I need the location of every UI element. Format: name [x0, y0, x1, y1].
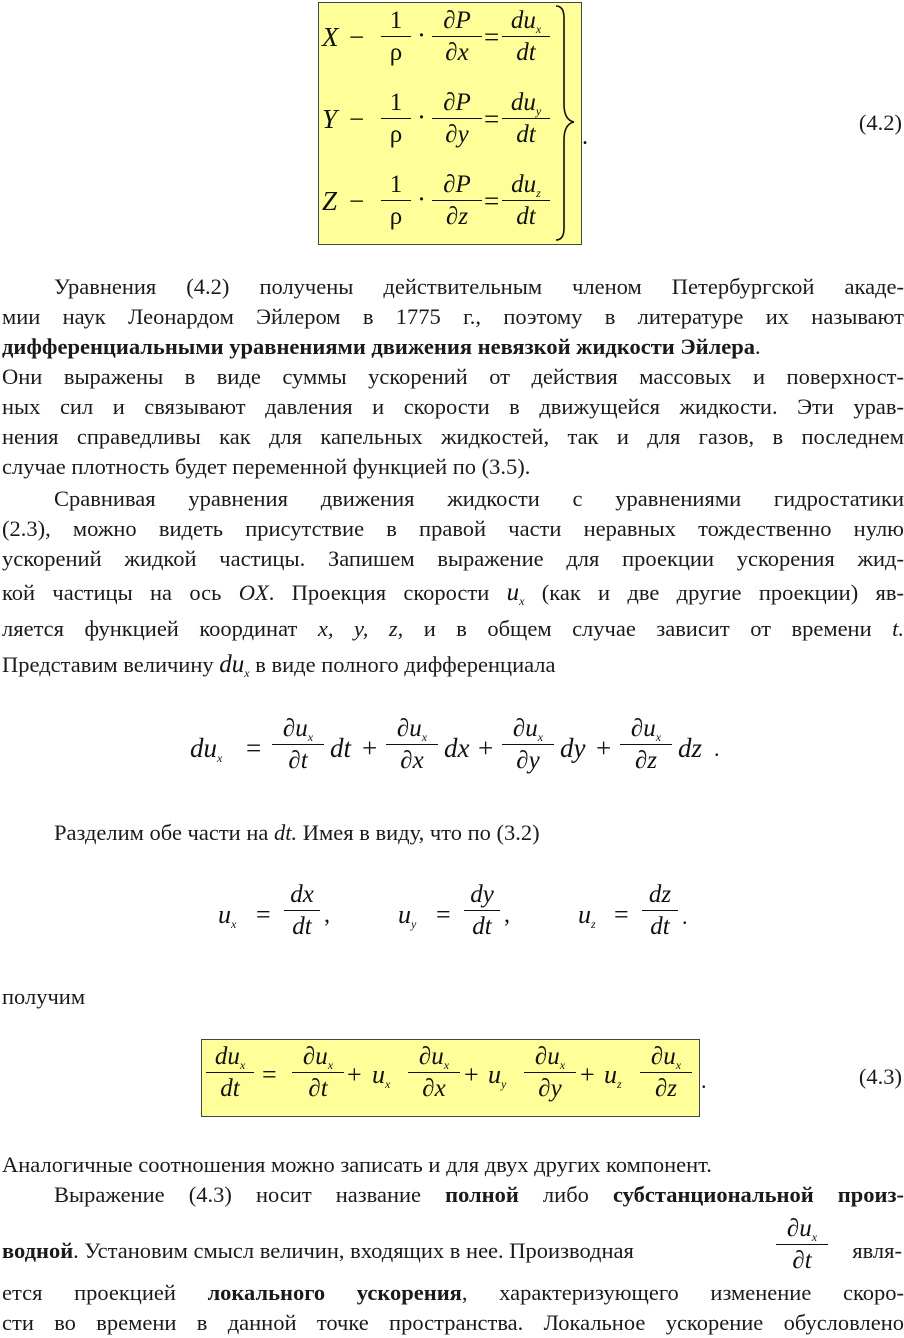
- eq43-term3: $\partial u_x$ ∂y: [524, 1044, 576, 1101]
- vel-comma: ,: [324, 902, 330, 928]
- eq42-period: .: [582, 124, 588, 150]
- vel-uz: uz: [578, 900, 596, 931]
- para1-line4: Они выражены в виде суммы ускорений от действия массовых и поверхност-: [2, 364, 904, 389]
- vel-ux: ux: [218, 900, 237, 931]
- td-plus: +: [596, 733, 612, 763]
- eq42-equals: =: [484, 186, 500, 216]
- eq43-term2: $\partial u_x$ ∂x: [408, 1044, 460, 1101]
- td-frac-dy: $\partial u_x$ ∂y: [502, 716, 554, 773]
- para4: получим: [2, 984, 86, 1009]
- para2-line4: кой частицы на ось OX. Проекция скорости $u_x$ (как и две другие проекции) яв-: [2, 579, 904, 608]
- eq42-frac-duz-dt: $du_z$ dt: [502, 172, 550, 229]
- td-equals: =: [246, 733, 262, 763]
- para3: Разделим обе части на dt. Имея в виду, что по (3.2): [54, 820, 540, 845]
- td-frac-dt: $\partial u_x$ ∂t: [272, 716, 324, 773]
- eq42-equals: =: [484, 22, 500, 52]
- eq43-plus: +: [580, 1060, 595, 1089]
- para6-line4: сти во времени в данной точке пространства. Локальное ускорение обусловлено: [2, 1310, 904, 1335]
- para6-line2-tail: явля-: [852, 1238, 902, 1263]
- td-plus: +: [362, 733, 378, 763]
- para2-line6: Представим величину $du_x$ в виде полного дифференциала: [2, 651, 556, 680]
- td-frac-dx: $\partial u_x$ ∂x: [386, 716, 438, 773]
- eq42-frac-1-rho: 1 ρ: [381, 8, 411, 65]
- eq42-dot: ·: [417, 102, 426, 132]
- eq42-dot: ·: [417, 20, 426, 50]
- para1-line1: Уравнения (4.2) получены действительным членом Петербургской акаде-: [54, 274, 904, 299]
- para2-line1: Сравнивая уравнения движения жидкости с уравнениями гидростатики: [54, 486, 904, 511]
- para6-line3: ется проекцией локального ускорения, характеризующего изменение скоро-: [2, 1280, 904, 1305]
- td-plus: +: [478, 733, 494, 763]
- para2-line5: ляется функцией координат x, y, z, и в общем случае зависит от времени t.: [2, 616, 904, 641]
- term-full-derivative: полной: [445, 1182, 519, 1207]
- vel-equals: =: [436, 900, 451, 929]
- right-brace: [554, 4, 580, 242]
- term-substantial-derivative: субстанциональной произ-: [612, 1182, 904, 1207]
- para6-inline-derivative: $\partial u_x$ ∂t: [776, 1216, 828, 1273]
- vel-frac-dx-dt: dx dt: [284, 882, 320, 939]
- vel-frac-dz-dt: dz dt: [642, 882, 678, 939]
- eq43-coef-uy: uy: [488, 1060, 507, 1091]
- td-lhs: dux: [190, 733, 223, 765]
- eq42-frac-1-rho: 1 ρ: [381, 172, 411, 229]
- td-period: .: [714, 736, 720, 761]
- para5: Аналогичные соотношения можно записать и для двух других компонент.: [2, 1152, 712, 1177]
- td-term2-tail: dx: [444, 733, 470, 763]
- vel-equals: =: [614, 900, 629, 929]
- eq43-term4: $\partial u_x$ ∂z: [640, 1044, 692, 1101]
- eq43-coef-ux: ux: [372, 1060, 391, 1091]
- td-term1-tail: dt: [330, 733, 352, 763]
- para6-line1: Выражение (4.3) носит название полной либо субстанциональной произ-: [54, 1182, 904, 1207]
- eq43-coef-uz: uz: [604, 1060, 622, 1091]
- eq42-frac-duy-dt: $du_y$ dt: [502, 90, 550, 147]
- para2-line3: ускорений жидкой частицы. Запишем выражение для проекции ускорения жид-: [2, 546, 904, 571]
- eq42-var-y: Y: [322, 104, 338, 134]
- para6-line2: водной. Установим смысл величин, входящих в нее. Производная: [2, 1238, 634, 1263]
- eq43-plus: +: [347, 1060, 362, 1089]
- equation-number-4-3: (4.3): [858, 1064, 902, 1089]
- td-frac-dz: $\partial u_x$ ∂z: [620, 716, 672, 773]
- eq42-minus: −: [349, 186, 365, 216]
- eq42-var-z: Z: [322, 186, 338, 216]
- eq42-var-x: X: [322, 22, 339, 52]
- para1-line7: случае плотность будет переменной функцией по (3.5).: [2, 454, 531, 479]
- eq42-frac-dp-dz: ∂P ∂z: [432, 172, 482, 229]
- para1-line3: [2, 332, 904, 362]
- vel-comma: ,: [504, 902, 510, 928]
- para1-bold-tail: .: [754, 334, 761, 359]
- eq43-plus: +: [464, 1060, 479, 1089]
- vel-frac-dy-dt: dy dt: [464, 882, 500, 939]
- eq42-equals: =: [484, 104, 500, 134]
- vel-equals: =: [256, 900, 271, 929]
- eq43-lhs: $du_x$ dt: [206, 1044, 254, 1101]
- term-local-acceleration: локального ускорения: [207, 1280, 462, 1305]
- td-term4-tail: dz: [678, 733, 703, 763]
- para1-line5: ных сил и связывают давления и скорости в движущейся жидкости. Эти урав-: [2, 394, 904, 419]
- equation-number-4-2: (4.2): [858, 110, 902, 135]
- td-term3-tail: dy: [560, 733, 586, 763]
- para1-line6: нения справедливы как для капельных жидкостей, так и для газов, в последнем: [2, 424, 904, 449]
- eq42-frac-dp-dx: ∂P ∂x: [432, 8, 482, 65]
- eq42-frac-dp-dy: ∂P ∂y: [432, 90, 482, 147]
- eq43-term1: $\partial u_x$ ∂t: [292, 1044, 344, 1101]
- eq42-frac-dux-dt: $du_x$ dt: [502, 8, 550, 65]
- euler-equations-term: дифференциальными уравнениями движения невязкой жидкости Эйлера: [2, 334, 755, 359]
- eq43-equals: =: [262, 1060, 277, 1089]
- eq43-period: .: [701, 1068, 707, 1093]
- eq42-frac-1-rho: 1 ρ: [381, 90, 411, 147]
- eq42-minus: −: [349, 22, 365, 52]
- vel-period: .: [682, 904, 688, 929]
- vel-uy: uy: [398, 900, 417, 931]
- eq42-dot: ·: [417, 184, 426, 214]
- eq42-minus: −: [349, 104, 365, 134]
- para1-line2: мии наук Леонардом Эйлером в 1775 г., поэтому в литературе их называют: [2, 304, 904, 329]
- para2-line2: (2.3), можно видеть присутствие в правой части неравных тождественно нулю: [2, 516, 904, 541]
